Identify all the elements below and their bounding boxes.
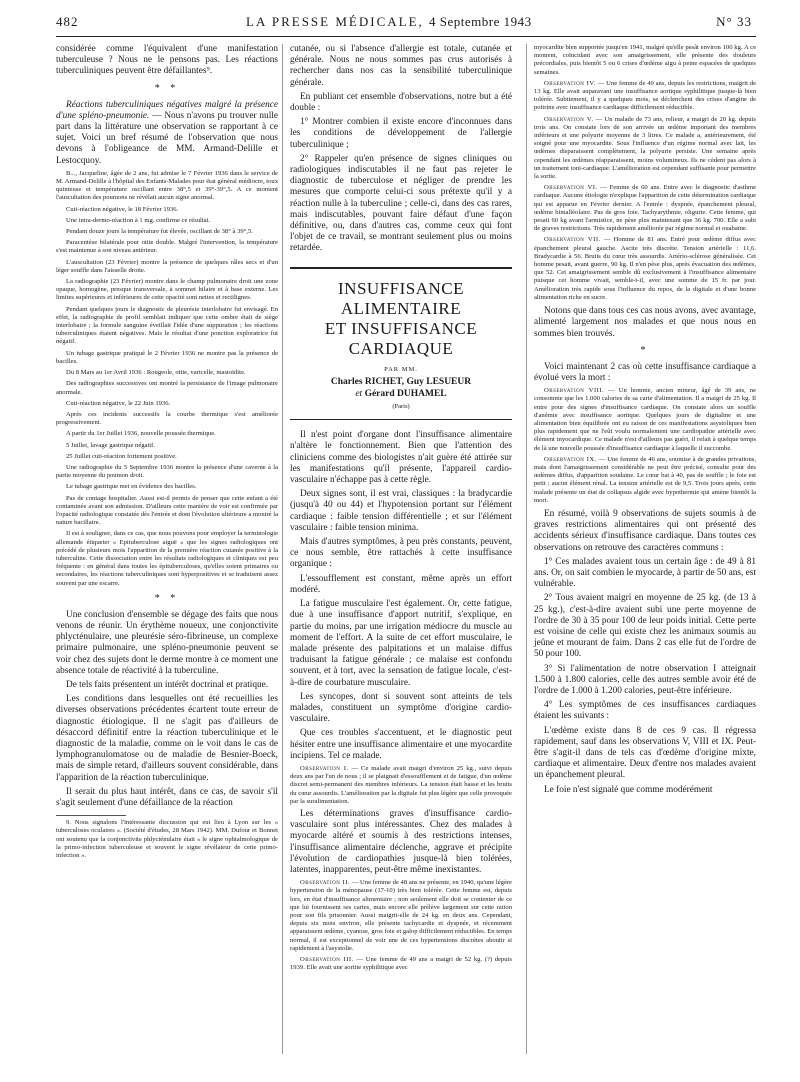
case-paragraph: Un tubage gastrique pratiqué le 2 Février 1936 ne montre pas la présence de bacilles. xyxy=(56,349,278,365)
paragraph: Il n'est point d'organe dont l'insuffisance alimentaire n'altère le fonctionnement. Bien que l'attention des cliniciens comme des biologistes n'ait guère été attirée sur les manifestations qu'il présente, l'appareil cardio-vasculaire n'échappe pas à cette règle. xyxy=(290,430,512,486)
case-paragraph: Des radiographies successives ont montré la persistance de l'image pulmonaire anormale. xyxy=(56,380,278,396)
column-left xyxy=(56,44,278,863)
section-separator: * * xyxy=(154,592,180,604)
paragraph: cutanée, ou si l'absence d'allergie est totale, cutanée et générale. Nous ne nous sommes pas crus autorisés à rechercher dans nos cas la sensibilité tuberculinique générale. xyxy=(290,44,512,88)
author-line: Gérard DUHAMEL xyxy=(364,388,447,399)
observation-label: Observation VIII. xyxy=(544,387,605,395)
observation-label: Observation II. xyxy=(300,879,351,887)
case-paragraph: Cuti-réaction négative, le 18 Février 1936. xyxy=(66,205,179,213)
paragraph: Que ces troubles s'accentuent, et le diagnostic peut hésiter entre une insuffisance alimentaire et une myocardite incipiens. Tel ce malade. xyxy=(290,728,512,761)
page-header xyxy=(56,14,756,37)
observation-label: Observation V. xyxy=(544,115,594,123)
article-title-block xyxy=(290,267,512,421)
case-paragraph: Pas de contage hospitalier. Aussi est-il permis de penser que cette enfant a été contaminée avant son admission. D'ailleurs cette manière de voir est confirmée par l'opacité radiologique constatée dès l'entrée et dont l'évolution ultérieure a montré la nature bacillaire. xyxy=(56,494,278,527)
observation-label: Observation I. xyxy=(300,764,349,772)
author-conjunction: et xyxy=(355,388,363,399)
paragraph: De tels faits présentent un intérêt doctrinal et pratique. xyxy=(66,679,269,690)
observation-label: Observation IX. xyxy=(544,455,597,463)
footnote-rule xyxy=(56,815,126,816)
observation-label: Observation VI. xyxy=(544,184,598,192)
case-paragraph: A partir du 1er Juillet 1936, nouvelle poussée thermique. xyxy=(66,430,216,438)
article-title-line: ET INSUFFISANCE CARDIAQUE xyxy=(324,318,478,358)
case-paragraph: Il est à souligner, dans ce cas, que nous pouvons pour employer la terminologie allemande étiqueter « Epituberculose aiguë » que les signes radiologiques ont précédé de plusieurs mois l'apparition de la première réaction cutanée positive à la tuberculine. Cette dissociation entre les résultats radiologiques et cliniques est peu fréquente : en général dans toutes les épituberculoses, qu'elles soient primaires ou secondaires, les réactions tuberculiniques sont hyperpositives et se traduisent assez souvent par une escarre. xyxy=(56,530,278,587)
section-heading: Réactions tuberculiniques négatives malgré la présence d'une spléno-pneumonie. xyxy=(56,99,278,121)
case-paragraph: La radiographie (23 Février) montre dans le champ pulmonaire droit une zone opaque, homogène, presque transversale, à sommet hilaire et à base externe. Les limites supérieures et inférieures de cette opacité sont nettes et rectilignes. xyxy=(56,278,278,302)
case-paragraph: 25 Juillet cuti-réaction fortement positive. xyxy=(66,452,177,460)
paragraph: 4° Les symptômes de ces insuffisances cardiaques étaient les suivants : xyxy=(534,700,756,722)
observation: Observation IX. — Une femme de 46 ans, soumise à de grandes privations, mais dont l'amaigrissement considérable ne peut être précisé, consulte pour des œdèmes diffus, d'apparition soudaine. Le cœur bat à 40, pas de souffle ; le foie est petit ; aucun élément rénal. La tension artérielle est de 9,5. Trois jours après, cette malade présente un état de collapsus algide avec hypothermie qui amène bientôt la mort. xyxy=(534,455,756,504)
paragraph: Le foie n'est signalé que comme modérément xyxy=(544,784,713,795)
case-paragraph: Une radiographie du 5 Septembre 1936 montre la présence d'une caverne à la partie moyenne du poumon droit. xyxy=(56,463,278,480)
case-paragraph: Une intra-dermo-réaction à 1 mg. confirme ce résultat. xyxy=(66,216,211,224)
paragraph: considérée comme l'équivalent d'une manifestation tuberculeuse ? Nous ne le pensons pas. Les réactions tuberculiniques peuvent être défaillantes⁹. xyxy=(56,44,278,77)
paragraph: L'œdème existe dans 8 de ces 9 cas. Il régressa rapidement, sauf dans les observations V, VIII et IX. Peut-être s'agit-il dans de tels cas d'œdème d'origine mixte, cardiaque et alimentaire. Deux d'entre nos malades avaient un épanchement pleural. xyxy=(534,725,756,781)
column-middle xyxy=(290,44,512,975)
journal-name: LA PRESSE MÉDICALE, xyxy=(246,14,424,29)
observation: Observation VI. — Femme de 60 ans. Entre avec le diagnostic d'asthme cardiaque. Aucune étiologie n'explique l'apparition de cette détermination cardiaque qui est apparue en Février dernier. A l'entrée : dyspnée, épanchement pleural, œdème bimalléolaire. Pas de gros foie. Tachyarythmie, oligurie. Cette femme, qui pesait 60 kg avant l'armistice, ne pèse plus maintenant que 36 kg. 700. Elle a subi de graves restrictions. Très rapidement améliorée par régime normal et ouabaïne. xyxy=(534,184,756,233)
column-divider xyxy=(282,44,283,1054)
paragraph: Mais d'autres symptômes, à peu près constants, peuvent, ce nous semble, être rattachés à cette insuffisance organique : xyxy=(290,537,512,570)
case-paragraph: L'auscultation (23 Février) montre la présence de quelques râles secs et d'un léger souffle dans l'aisselle droite. xyxy=(56,258,278,274)
paragraph: 1° Montrer combien il existe encore d'inconnues dans les conditions de développement de l'allergie tuberculinique ; xyxy=(290,117,512,150)
paragraph: Les conditions dans lesquelles ont été recueillies les diverses observations précédentes écartent toute erreur de diagnostic étiologique. Il ne s'agit pas d'ailleurs de désaccord définitif entre la réaction tuberculinique et le diagnostic de la maladie, comme on le voit dans le cas de lymphogranulomatose ou de maladie de Besnier-Boeck, mais de simple retard, d'ailleurs souvent considérable, dans l'apparition de la réaction tuberculinique. xyxy=(56,694,278,783)
journal-title xyxy=(246,14,532,30)
article-title-line: INSUFFISANCE ALIMENTAIRE xyxy=(338,278,464,318)
case-paragraph: Pendant quelques jours le diagnostic de pleurésie interlobaire fut envisagé. En effet, la radiographie de profil semblait indiquer que cette ombre était de siège interlobaire ; la formule sanguine éveillait l'idée d'une suppuration ; les réactions tuberculiniques étaient négatives. Mais le résultat d'une ponction exploratrice fut négatif. xyxy=(56,305,278,346)
observation: Observation VII. — Homme de 81 ans. Entré pour œdème diffus avec épanchement pleural gauche. Ascite très discrète. Tension artérielle : 11,6. Bradycardie à 56. Bruits du cœur très assourdis. Artério-sclérose généralisée. Cet homme pesait, avant guerre, 90 kg. Il n'en pèse plus, après évacuation des œdèmes, que 52. Cet amaigrissement semble dû exclusivement à l'insuffisance alimentaire puisque cet homme vivait, semble-t-il, avec une somme de 15 fr. par jour. Amélioration très rapide sous l'influence du repos, de la digitale et d'une bonne alimentation riche en sucre. xyxy=(534,236,756,301)
column-divider xyxy=(526,44,527,1054)
case-paragraph: B..., Jacqueline, âgée de 2 ans, fut admise le 7 Février 1936 dans le service de M. Armand-Delille à l'hôpital des Enfants-Malades pour état général médiocre, toux quinteuse et température oscillant entre 38°,5 et 39°-39°,5. A ce moment l'auscultation des poumons ne révélait aucun signe anormal. xyxy=(56,169,279,202)
issue-date: 4 Septembre 1943 xyxy=(429,14,532,29)
paragraph: L'essoufflement est constant, même après un effort modéré. xyxy=(290,573,512,595)
author-line: Charles RICHET, Guy LESUEUR xyxy=(330,376,472,387)
paragraph: Les déterminations graves d'insuffisance cardio-vasculaire sont plus intéressantes. Chez des malades à myocarde altéré et soumis à des restrictions intenses, l'insuffisance alimentaire déclenche, aggrave et précipite l'évolution de cardiopathies jusque-là bien tolérées, latentes, inapparentes, peut-être même inexistantes. xyxy=(290,808,512,875)
paragraph: En résumé, voilà 9 observations de sujets soumis à de graves restrictions alimentaires qui ont présenté des accidents sérieux d'insuffisance cardiaque. Dans toutes ces observations on retrouve des caractères communs : xyxy=(534,508,756,553)
section-intro: Réactions tuberculiniques négatives malgré la présence d'une spléno-pneumonie. — Nous n'avons pu trouver nulle part dans la littérature une observation se rapportant à ce sujet. Voici un bref résumé de l'observation que nous devons à l'obligeance de MM. Armand-Delille et Lestocquoy. xyxy=(56,99,278,166)
footnote: 9. Nous signalons l'intéressante discussion qui eut lieu à Lyon sur les « tuberculoses oculaires ». (Société d'études, 28 Mars 1942). MM. Dufour et Bonnet ont soutenu que la conjonctivite phlycténulaire était « le signe ophtalmologique de la primo-infection tuberculeuse et souvent le signe révélateur de cette primo-infection ». xyxy=(56,819,278,860)
observation: Observation VIII. — Un homme, ancien mineur, âgé de 39 ans, ne consomme que les 1.000 calories de sa carte d'alimentation. Il a maigri de 25 kg. Il entre pour des signes d'insuffisance cardiaque. On constate alors un souffle d'anémie avec insuffisance aortique. Quelques jours de digitaline et une alimentation bien équilibrée ont eu raison de ces manifestations asystoliques bien plus rapidement que ne l'eût voulu normalement une cardiopathie artérielle avec élément myocardique. Ce malade n'est d'ailleurs pas guéri, il refait à quelque temps de là une nouvelle poussée d'insuffisance cardiaque à laquelle il succombe. xyxy=(534,387,756,452)
authors xyxy=(290,376,512,400)
observation-label: Observation III. xyxy=(300,956,354,963)
observation-continued: myocardite bien supportée jusqu'en 1941, malgré qu'elle pesât environ 100 kg. A ce moment, coïncidant avec son amaigrissement, elle présente des douleurs précordiales, puis bientôt 5 ou 6 crises d'œdème aigu à peine espacées de quelques semaines. xyxy=(534,44,756,76)
case-paragraph: Pendant douze jours la température fut élevée, oscillant de 38° à 39°,5. xyxy=(66,228,253,236)
section-separator: * * xyxy=(154,82,180,94)
paragraph: La fatigue musculaire l'est également. Or, cette fatigue, due à une insuffisance d'apport nutritif, s'explique, en partie du moins, par une irrigation médiocre du muscle au moment de l'effort. A la suite de cet effort musculaire, le malade présente des palpitations et un malaise diffus traduisant la fatigue générale ; ce malaise est confondu souvent, et à tort, avec la sensation de fatigue locale, c'est-à-dire de courbature musculaire. xyxy=(290,599,512,688)
observation-label: Observation VII. xyxy=(544,236,601,244)
paragraph: Les syncopes, dont si souvent sont atteints de tels malades, constituent un symptôme d'origine cardio-vasculaire. xyxy=(290,691,512,725)
section-separator: * xyxy=(640,344,650,356)
paragraph: Il serait du plus haut intérêt, dans ce cas, de savoir s'il s'agit seulement d'une défaillance de la réaction xyxy=(56,786,278,809)
column-right xyxy=(534,44,756,799)
observation: Observation II. — Une femme de 48 ans ne présente, en 1940, qu'une légère hypertension de la ménopause (17-10) très bien tolérée. Cette femme est, depuis lors, en état d'insuffisance alimentaire ; non seulement elle doit se contenter de ce que lui fournissent ses cartes, mais encore elle prélève largement sur cette ration pour son fils prisonnier. Aussi maigrit-elle de 24 kg. en deux ans. Cependant, depuis six mois environ, elle présente tachycardie et dyspnée, et récemment apparaissent œdème, cyanose, gros foie et galop difficilement réductibles. En temps normal, il est exceptionnel de voir une de ces hypertensions discrètes aboutir si rapidement à l'asystolie. xyxy=(290,879,512,952)
observation: Observation III. — Une femme de 49 ans a maigri de 52 kg. (?) depuis 1939. Elle avait une aortite syphilitique avec xyxy=(290,956,512,972)
paragraph: Notons que dans tous ces cas nous avons, avec avantage, alimenté largement nos malades et que nous nous en sommes bien trouvés. xyxy=(534,306,756,339)
paragraph: Deux signes sont, il est vrai, classiques : la bradycardie (jusqu'à 40 ou 44) et l'hypotension portant sur l'élément cardiaque : faible tension différentielle ; et sur l'élément vasculaire : faible tension minima. xyxy=(290,489,512,533)
paragraph: Voici maintenant 2 cas où cette insuffisance cardiaque a évolué vers la mort : xyxy=(534,361,756,383)
observation: Observation IV. — Une femme de 49 ans, depuis les restrictions, maigrit de 13 kg. Elle avait auparavant une insuffisance aortique syphilitique jusque-là bien tolérée. Subitement, il y a quelques mois, se déclenchent des crises d'angine de poitrine avec insuffisance cardiaque difficilement réductible. xyxy=(534,79,756,112)
paragraph: 2° Rappeler qu'en présence de signes cliniques ou radiologiques indiscutables il ne faut pas rejeter le diagnostic de tuberculose et négliger de prendre les mesures que comporte celui-ci sous prétexte qu'il y a réaction nulle à la tuberculine ; celle-ci, dans des cas rares, mais indiscutables, pouvant faire défaut d'une façon définitive, ou, dans d'autres cas, comme ceux qui font l'objet de ce travail, se montrant seulement plus ou moins retardée. xyxy=(290,153,512,254)
paragraph: 2° Tous avaient maigri en moyenne de 25 kg. (de 13 à 25 kg.), c'est-à-dire avaient subi une perte moyenne de l'ordre de 30 à 35 pour 100 de leur poids initial. Cette perte est voisine de celle qui existe chez les animaux soumis au jeûne et mourant de faim. Dans 2 cas elle fut de l'ordre de 50 pour 100. xyxy=(534,593,756,660)
observation: Observation V. — Un malade de 73 ans, relieur, a maigri de 20 kg. depuis trois ans. On constate lors de son arrivée un œdème important des membres inférieurs et une polyurie moyenne de 3 litres. Ce malade a, antérieurement, été soigné pour une myocardite. Sous l'influence d'un régime normal avec lait, les œdèmes disparaissent complètement, la polyurie persiste. Une semaine après cependant les œdèmes réapparaissent, moins volumineux. Ils ne cèdent pas alors à un traitement toni-cardiaque. L'amélioration est cependant suffisante pour permettre la sortie. xyxy=(534,115,756,181)
paragraph: En publiant cet ensemble d'observations, notre but a été double : xyxy=(290,91,512,114)
case-report xyxy=(56,170,278,588)
issue-number: N° 33 xyxy=(716,14,752,29)
author-city: (Paris) xyxy=(392,402,410,410)
case-paragraph: 5 Juillet, lavage gastrique négatif. xyxy=(66,441,155,449)
paragraph: 1° Ces malades avaient tous un certain âge : de 49 à 81 ans. Or, on sait combien le myocarde, à partir de 50 ans, est vulnérable. xyxy=(534,556,756,590)
page-number: 482 xyxy=(56,14,79,29)
case-paragraph: Cuti-réaction négative, le 22 Juin 1936. xyxy=(66,399,171,407)
observation-label: Observation IV. xyxy=(544,79,596,87)
observation: Observation I. — Ce malade avait maigri d'environ 25 kg., suivi depuis deux ans par l'un de nous ; il se plaignait d'essoufflement et de fatigue, d'un œdème discret semi-permanent des membres inférieurs. La tension était basse et les bruits du cœur assourdis. L'amélioration par la digitale fut plus légère que celle provoquée par la suralimentation. xyxy=(290,764,512,805)
case-paragraph: Après ces incidents successifs la courbe thermique s'est améliorée progressivement. xyxy=(56,410,278,427)
case-paragraph: Le tubage gastrique met en évidence des bacilles. xyxy=(66,483,197,491)
byline-prefix: PAR MM. xyxy=(384,365,418,373)
case-paragraph: Du 8 Mars au 1er Avril 1936 : Rougeole, otite, varicelle, mastoïdite. xyxy=(66,369,246,377)
paragraph: 3° Si l'alimentation de notre observation I atteignait 1.500 à 1.800 calories, celle des autres semble avoir été de l'ordre de 1.000 à 1.200 calories, peut-être inférieure. xyxy=(534,663,756,696)
paragraph: Une conclusion d'ensemble se dégage des faits que nous venons de réunir. Un érythème noueux, une conjonctivite phlycténulaire, une pleurésie séro-fibrineuse, un complexe primaire pulmonaire, une spléno-pneumonie peuvent se voir chez des sujets dont le derme montre à ce moment une absence totale de réactivité à la tuberculine. xyxy=(56,609,278,676)
case-paragraph: Paracentèse bilatérale pour otite double. Malgré l'intervention, la température s'est maintenue à son niveau antérieur. xyxy=(56,239,278,255)
